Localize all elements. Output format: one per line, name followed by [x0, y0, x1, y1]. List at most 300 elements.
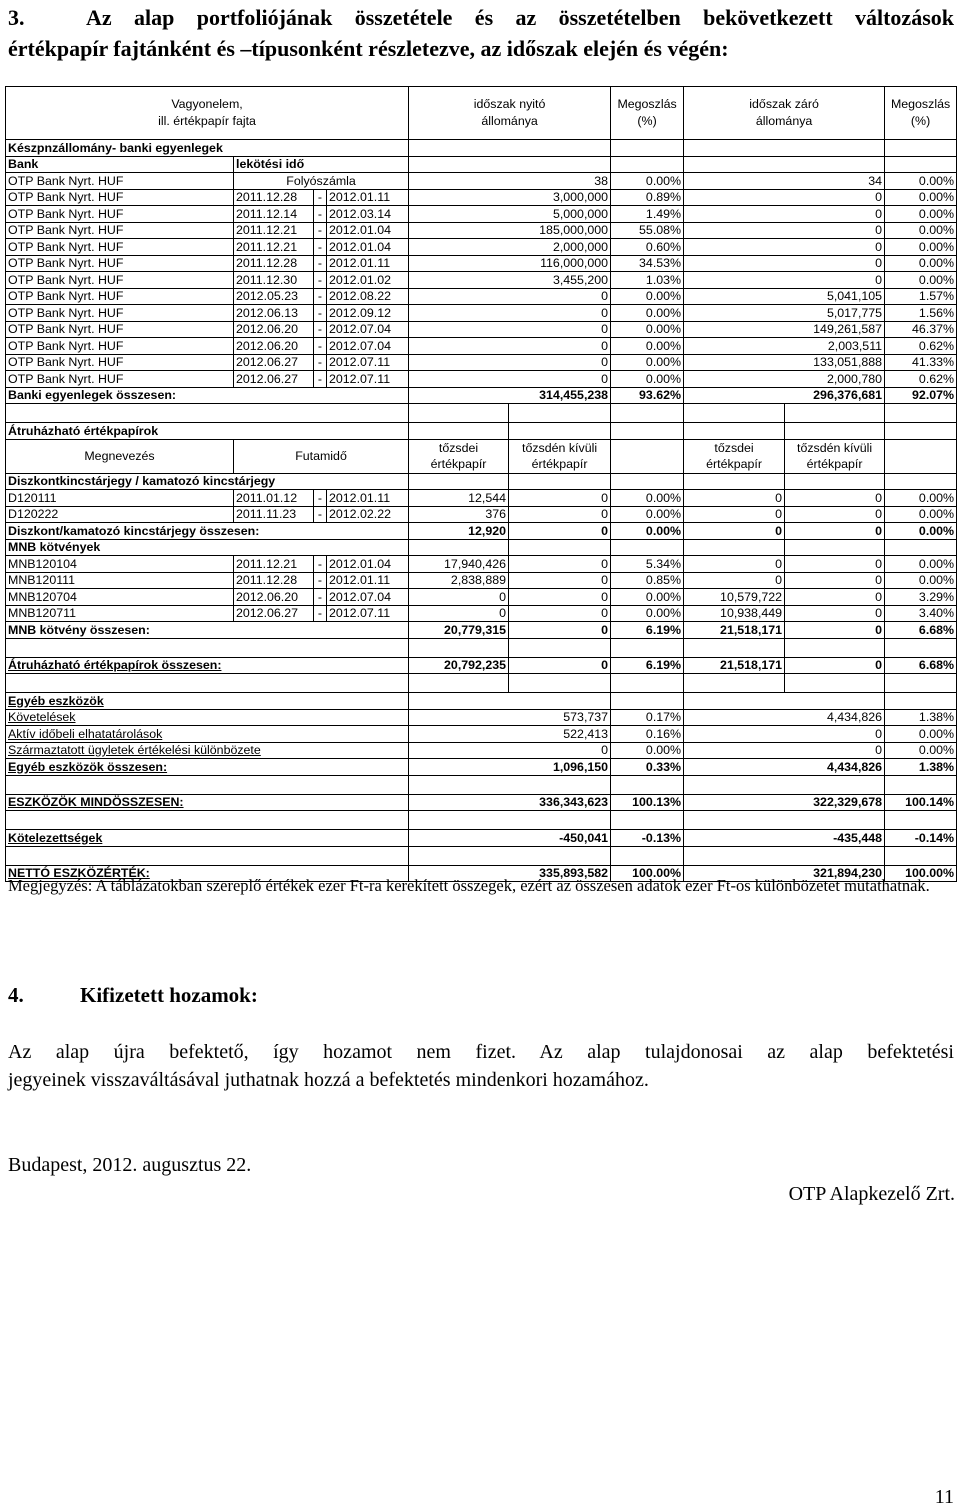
term-end: 2012.02.22: [327, 506, 409, 523]
section-4-heading: [8, 983, 258, 1008]
closing-value: 2,000,780: [684, 371, 885, 388]
closing-value: 34: [684, 173, 885, 190]
opening-share: 0.16%: [611, 726, 684, 743]
header-opening: időszak nyitó állománya: [409, 87, 611, 140]
col-otc-close: tőzsdén kívüli értékpapír: [785, 439, 885, 473]
opening-share: 0.00%: [611, 742, 684, 759]
empty-cell: [684, 140, 885, 157]
col-listed-close: tőzsdei értékpapír: [684, 439, 785, 473]
other-asset-label: Követelések: [6, 709, 409, 726]
empty-cell: [684, 638, 785, 657]
opening-share: -0.13%: [611, 830, 684, 847]
closing-listed: 0: [684, 556, 785, 573]
closing-value: 0: [684, 239, 885, 256]
empty-cell: [509, 404, 611, 423]
opening-listed: 12,544: [409, 490, 509, 507]
table-row: [6, 305, 957, 322]
section-4-number: 4.: [8, 983, 24, 1007]
term-dash: -: [314, 589, 327, 606]
term-end: 2012.01.04: [327, 222, 409, 239]
closing-value: 5,041,105: [684, 288, 885, 305]
empty-cell: [684, 404, 785, 423]
closing-share: 3.40%: [885, 605, 957, 622]
total-label: Átruházható értékpapírok összesen:: [6, 657, 409, 674]
empty-cell: [409, 423, 509, 440]
table-row: [6, 726, 957, 743]
empty-cell: [885, 423, 957, 440]
opening-value: 573,737: [409, 709, 611, 726]
term-end: 2012.01.11: [327, 572, 409, 589]
closing-listed: 0: [684, 490, 785, 507]
term-start: 2011.12.21: [234, 556, 314, 573]
security-name: D120222: [6, 506, 234, 523]
term-dash: -: [314, 605, 327, 622]
closing-listed: 10,579,722: [684, 589, 785, 606]
opening-value: 0: [409, 338, 611, 355]
col-term-label: Futamidő: [234, 439, 409, 473]
empty-cell: [611, 539, 684, 556]
page-number: 11: [934, 1486, 954, 1508]
empty-cell: [885, 638, 957, 657]
closing-share: 0.00%: [885, 206, 957, 223]
empty-cell: [785, 674, 885, 693]
table-row: [6, 222, 957, 239]
table-row: [6, 506, 957, 523]
closing-share: 100.14%: [885, 794, 957, 811]
term-start: 2011.12.21: [234, 239, 314, 256]
table-row: [6, 338, 957, 355]
table-body: [6, 87, 957, 882]
bank-name: OTP Bank Nyrt. HUF: [6, 288, 234, 305]
other-asset-label: Származtatott ügyletek értékelési különbözete: [6, 742, 409, 759]
opening-share: 0.00%: [611, 173, 684, 190]
term-start: 2011.11.23: [234, 506, 314, 523]
total-label: Kötelezettségek: [6, 830, 409, 847]
empty-cell: [409, 846, 611, 865]
opening-otc: 0: [509, 605, 611, 622]
closing-share: 0.00%: [885, 506, 957, 523]
empty-cell: [409, 693, 611, 710]
opening-share: 6.19%: [611, 657, 684, 674]
liabilities-row: [6, 830, 957, 847]
mnb-section-title: MNB kötvények: [6, 539, 409, 556]
total-label: NETTÓ ESZKÖZÉRTÉK:: [6, 865, 409, 882]
opening-value: 0: [409, 288, 611, 305]
tbill-total-row: [6, 523, 957, 540]
opening-share: 0.33%: [611, 759, 684, 776]
opening-share: 34.53%: [611, 255, 684, 272]
closing-value: 5,017,775: [684, 305, 885, 322]
term-end: 2012.01.11: [327, 490, 409, 507]
bank-name: OTP Bank Nyrt. HUF: [6, 305, 234, 322]
term-start: 2012.05.23: [234, 288, 314, 305]
bank-total-label: Banki egyenlegek összesen:: [6, 387, 409, 404]
opening-value: 5,000,000: [409, 206, 611, 223]
empty-cell: [611, 846, 684, 865]
bank-name: OTP Bank Nyrt. HUF: [6, 222, 234, 239]
bank-name: OTP Bank Nyrt. HUF: [6, 338, 234, 355]
opening-share: 0.00%: [611, 305, 684, 322]
opening-share: 0.00%: [611, 371, 684, 388]
term-dash: -: [314, 572, 327, 589]
empty-cell: [409, 156, 611, 173]
empty-cell: [509, 473, 611, 490]
empty-cell: [885, 140, 957, 157]
closing-share: 6.68%: [885, 657, 957, 674]
opening-otc: 0: [509, 572, 611, 589]
opening-share: 55.08%: [611, 222, 684, 239]
heading-number: 3.: [8, 5, 25, 30]
place-date: Budapest, 2012. augusztus 22.: [8, 1154, 252, 1176]
empty-cell: [885, 439, 957, 473]
yield-paragraph: [8, 1038, 954, 1094]
empty-cell: [885, 674, 957, 693]
term-start: 2011.12.14: [234, 206, 314, 223]
header-closing: időszak záró állománya: [684, 87, 885, 140]
total-label: MNB kötvény összesen:: [6, 622, 409, 639]
table-row: [6, 255, 957, 272]
opening-share: 0.00%: [611, 490, 684, 507]
opening-share: 0.17%: [611, 709, 684, 726]
table-row: [6, 742, 957, 759]
table-row: [6, 321, 957, 338]
closing-value: 0: [684, 726, 885, 743]
closing-otc: 0: [785, 490, 885, 507]
term-dash: -: [314, 354, 327, 371]
closing-share: 100.00%: [885, 865, 957, 882]
empty-cell: [785, 473, 885, 490]
term-dash: -: [314, 305, 327, 322]
closing-share: 0.00%: [885, 173, 957, 190]
table-row: [6, 206, 957, 223]
closing-share: 0.00%: [885, 742, 957, 759]
header-asset-type: Vagyonelem, ill. értékpapír fajta: [6, 87, 409, 140]
subsection-row: [6, 473, 957, 490]
term-dash: -: [314, 371, 327, 388]
closing-otc: 0: [785, 589, 885, 606]
opening-value: 0: [409, 305, 611, 322]
closing-value: 0: [684, 222, 885, 239]
opening-share: 1.03%: [611, 272, 684, 289]
closing-value: 149,261,587: [684, 321, 885, 338]
securities-header-row: [6, 439, 957, 473]
closing-value: -435,448: [684, 830, 885, 847]
opening-value: 116,000,000: [409, 255, 611, 272]
table-row: [6, 354, 957, 371]
closing-value: 4,434,826: [684, 709, 885, 726]
closing-value: 0: [684, 272, 885, 289]
closing-share: 0.00%: [885, 222, 957, 239]
term-start: 2012.06.20: [234, 321, 314, 338]
table-row: [6, 572, 957, 589]
opening-value: 38: [409, 173, 611, 190]
col-name-label: Megnevezés: [6, 439, 234, 473]
opening-value: 0: [409, 354, 611, 371]
empty-cell: [684, 775, 885, 794]
term-dash: -: [314, 490, 327, 507]
closing-value: 4,434,826: [684, 759, 885, 776]
term-end: 2012.01.04: [327, 556, 409, 573]
term-dash: -: [314, 506, 327, 523]
empty-cell: [785, 638, 885, 657]
term-end: 2012.07.04: [327, 338, 409, 355]
bank-total-row: [6, 387, 957, 404]
empty-cell: [611, 811, 684, 830]
closing-share: 0.00%: [885, 272, 957, 289]
spacer-row: [6, 674, 957, 693]
section-heading: [8, 2, 954, 64]
term-start: 2011.12.21: [234, 222, 314, 239]
empty-cell: [509, 423, 611, 440]
table-row: [6, 189, 957, 206]
empty-cell: [684, 811, 885, 830]
closing-otc: 0: [785, 523, 885, 540]
opening-listed: 376: [409, 506, 509, 523]
closing-value: 0: [684, 206, 885, 223]
empty-cell: [885, 156, 957, 173]
bank-name: OTP Bank Nyrt. HUF: [6, 255, 234, 272]
empty-cell: [611, 423, 684, 440]
empty-cell: [6, 775, 409, 794]
term-end: 2012.07.11: [327, 605, 409, 622]
table-row: [6, 556, 957, 573]
table-row: [6, 371, 957, 388]
opening-share: 0.00%: [611, 321, 684, 338]
table-header-row: [6, 87, 957, 140]
closing-share: 0.00%: [885, 556, 957, 573]
spacer-row: [6, 811, 957, 830]
bank-section-title: Készpnzállomány- banki egyenlegek: [6, 140, 409, 157]
term-start: 2012.06.27: [234, 354, 314, 371]
term-dash: -: [314, 255, 327, 272]
section-title-row: [6, 140, 957, 157]
table-row: [6, 605, 957, 622]
heading-line-2: értékpapír fajtánként és –típusonként részletezve, az időszak elején és végén:: [8, 36, 729, 61]
term-end: 2012.08.22: [327, 288, 409, 305]
term-start: 2012.06.20: [234, 589, 314, 606]
opening-share: 1.49%: [611, 206, 684, 223]
empty-cell: [6, 811, 409, 830]
empty-cell: [885, 473, 957, 490]
closing-value: 296,376,681: [684, 387, 885, 404]
header-opening-share: Megoszlás (%): [611, 87, 684, 140]
empty-cell: [684, 693, 885, 710]
closing-share: 1.56%: [885, 305, 957, 322]
term-end: 2012.01.04: [327, 239, 409, 256]
opening-value: 522,413: [409, 726, 611, 743]
empty-cell: [684, 846, 885, 865]
empty-cell: [885, 811, 957, 830]
account-type: Folyószámla: [234, 173, 409, 190]
closing-share: -0.14%: [885, 830, 957, 847]
securities-total-row: [6, 657, 957, 674]
term-start: 2012.06.20: [234, 338, 314, 355]
closing-share: 0.00%: [885, 490, 957, 507]
term-start: 2012.06.13: [234, 305, 314, 322]
spacer-row: [6, 775, 957, 794]
opening-value: 0: [409, 321, 611, 338]
closing-share: 0.00%: [885, 255, 957, 272]
opening-share: 0.00%: [611, 354, 684, 371]
empty-cell: [611, 404, 684, 423]
empty-cell: [509, 638, 611, 657]
table-row: [6, 272, 957, 289]
opening-listed: 20,792,235: [409, 657, 509, 674]
empty-cell: [611, 674, 684, 693]
closing-otc: 0: [785, 556, 885, 573]
term-dash: -: [314, 321, 327, 338]
other-assets-total-row: [6, 759, 957, 776]
opening-otc: 0: [509, 657, 611, 674]
term-start: 2011.01.12: [234, 490, 314, 507]
empty-cell: [684, 156, 885, 173]
term-dash: -: [314, 189, 327, 206]
spacer-row: [6, 404, 957, 423]
empty-cell: [509, 674, 611, 693]
opening-share: 5.34%: [611, 556, 684, 573]
security-name: MNB120111: [6, 572, 234, 589]
empty-cell: [409, 811, 611, 830]
opening-value: 185,000,000: [409, 222, 611, 239]
security-name: MNB120104: [6, 556, 234, 573]
empty-cell: [611, 638, 684, 657]
closing-share: 41.33%: [885, 354, 957, 371]
empty-cell: [885, 539, 957, 556]
opening-listed: 2,838,889: [409, 572, 509, 589]
closing-value: 0: [684, 742, 885, 759]
closing-share: 0.00%: [885, 523, 957, 540]
opening-share: 100.00%: [611, 865, 684, 882]
closing-listed: 21,518,171: [684, 657, 785, 674]
term-end: 2012.01.02: [327, 272, 409, 289]
opening-share: 0.60%: [611, 239, 684, 256]
opening-share: 93.62%: [611, 387, 684, 404]
closing-otc: 0: [785, 605, 885, 622]
closing-share: 46.37%: [885, 321, 957, 338]
closing-value: 133,051,888: [684, 354, 885, 371]
bank-name: OTP Bank Nyrt. HUF: [6, 206, 234, 223]
opening-value: 2,000,000: [409, 239, 611, 256]
empty-cell: [409, 638, 509, 657]
term-start: 2012.06.27: [234, 371, 314, 388]
term-end: 2012.07.04: [327, 321, 409, 338]
signature: OTP Alapkezelő Zrt.: [788, 1183, 955, 1205]
closing-listed: 0: [684, 523, 785, 540]
security-name: MNB120704: [6, 589, 234, 606]
opening-share: 0.00%: [611, 288, 684, 305]
empty-cell: [409, 404, 509, 423]
grand-total-row: [6, 794, 957, 811]
closing-share: 6.68%: [885, 622, 957, 639]
empty-cell: [684, 473, 785, 490]
opening-share: 0.85%: [611, 572, 684, 589]
table-row: [6, 709, 957, 726]
table-row: [6, 490, 957, 507]
empty-cell: [885, 846, 957, 865]
closing-share: 0.00%: [885, 189, 957, 206]
opening-value: 0: [409, 742, 611, 759]
empty-cell: [611, 775, 684, 794]
closing-share: 1.57%: [885, 288, 957, 305]
opening-otc: 0: [509, 589, 611, 606]
closing-listed: 10,938,449: [684, 605, 785, 622]
empty-cell: [885, 775, 957, 794]
opening-share: 100.13%: [611, 794, 684, 811]
empty-cell: [6, 674, 409, 693]
term-end: 2012.07.04: [327, 589, 409, 606]
term-end: 2012.01.11: [327, 189, 409, 206]
empty-cell: [885, 404, 957, 423]
empty-cell: [409, 539, 509, 556]
closing-otc: 0: [785, 506, 885, 523]
opening-listed: 17,940,426: [409, 556, 509, 573]
table-row: [6, 288, 957, 305]
section-4-title: Kifizetett hozamok:: [80, 983, 258, 1007]
closing-value: 321,894,230: [684, 865, 885, 882]
closing-value: 322,329,678: [684, 794, 885, 811]
closing-otc: 0: [785, 622, 885, 639]
term-start: 2011.12.28: [234, 189, 314, 206]
closing-share: 92.07%: [885, 387, 957, 404]
empty-cell: [509, 539, 611, 556]
section-title-row: [6, 423, 957, 440]
term-start: 2011.12.28: [234, 255, 314, 272]
term-end: 2012.03.14: [327, 206, 409, 223]
empty-cell: [6, 846, 409, 865]
term-start: 2011.12.30: [234, 272, 314, 289]
opening-value: -450,041: [409, 830, 611, 847]
opening-share: 6.19%: [611, 622, 684, 639]
table-row: [6, 239, 957, 256]
opening-value: 335,893,582: [409, 865, 611, 882]
closing-listed: 21,518,171: [684, 622, 785, 639]
heading-line-1: [8, 2, 954, 33]
securities-section-title: Átruházható értékpapírok: [6, 423, 409, 440]
empty-cell: [684, 423, 785, 440]
opening-otc: 0: [509, 490, 611, 507]
closing-value: 2,003,511: [684, 338, 885, 355]
closing-value: 0: [684, 189, 885, 206]
bank-name: OTP Bank Nyrt. HUF: [6, 321, 234, 338]
empty-cell: [611, 693, 684, 710]
mnb-total-row: [6, 622, 957, 639]
tbill-section-title: Diszkontkincstárjegy / kamatozó kincstárjegy: [6, 473, 409, 490]
empty-cell: [611, 140, 684, 157]
bank-name: OTP Bank Nyrt. HUF: [6, 189, 234, 206]
opening-value: 1,096,150: [409, 759, 611, 776]
empty-cell: [611, 156, 684, 173]
term-start: 2012.06.27: [234, 605, 314, 622]
total-label: Diszkont/kamatozó kincstárjegy összesen:: [6, 523, 409, 540]
opening-value: 0: [409, 371, 611, 388]
term-dash: -: [314, 239, 327, 256]
term-dash: -: [314, 338, 327, 355]
opening-value: 336,343,623: [409, 794, 611, 811]
opening-listed: 0: [409, 589, 509, 606]
empty-cell: [785, 423, 885, 440]
term-dash: -: [314, 222, 327, 239]
opening-share: 0.89%: [611, 189, 684, 206]
closing-listed: 0: [684, 506, 785, 523]
opening-listed: 20,779,315: [409, 622, 509, 639]
closing-share: 1.38%: [885, 709, 957, 726]
yield-paragraph-line-1: Az alap újra befektető, így hozamot nem fizet. Az alap tulajdonosai az alap befektetési: [8, 1041, 954, 1063]
empty-cell: [684, 674, 785, 693]
empty-cell: [6, 638, 409, 657]
term-start: 2011.12.28: [234, 572, 314, 589]
opening-share: 0.00%: [611, 523, 684, 540]
total-label: ESZKÖZÖK MINDÖSSZESEN:: [6, 794, 409, 811]
